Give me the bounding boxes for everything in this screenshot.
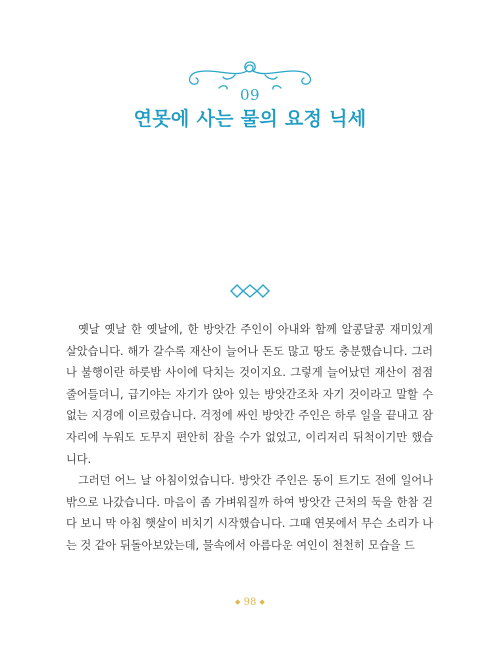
- chapter-number: 09: [239, 86, 261, 104]
- folio-dot-icon: ◆: [235, 598, 241, 606]
- story-text: [66, 319, 433, 557]
- page-folio: [0, 597, 500, 608]
- folio-dot-icon: ◆: [259, 598, 265, 606]
- paragraph: 옛날 옛날 한 옛날에, 한 방앗간 주인이 아내와 함께 알콩달콩 재미있게 살았습니다. 해가 갈수록 재산이 늘어나 돈도 많고 땅도 충분했습니다. 그러나 불행이란 하룻밤 사이에 닥치는 것이지요. 그렇게 늘어났던 재산이 점점 줄어들더니, 급기야는 자기가 앉아 있는 방앗간조차 자기 것이라고 말할 수 없는 지경에 이르렀습니다. 걱정에 싸인 방앗간 주인은 하루 일을 끝내고 잠자리에 누워도 도무지 편안히 잠을 수가 없었고, 이리저리 뒤척이기만 했습니다.: [66, 323, 433, 466]
- paragraph: 그러던 어느 날 아침이었습니다. 방앗간 주인은 동이 트기도 전에 일어나 밖으로 나갔습니다. 마음이 좀 가벼워질까 하여 방앗간 근처의 둑을 한참 걷다 보니 막 아침 햇살이 비치기 시작했습니다. 그때 연못에서 무슨 소리가 나는 것 같아 뒤돌아보았는데, 물속에서 아름다운 여인이 천천히 모습을 드: [66, 474, 433, 552]
- page-number: 98: [243, 597, 257, 608]
- chapter-title: 연못에 사는 물의 요정 닉세: [133, 108, 367, 130]
- section-divider-icon: [228, 284, 272, 298]
